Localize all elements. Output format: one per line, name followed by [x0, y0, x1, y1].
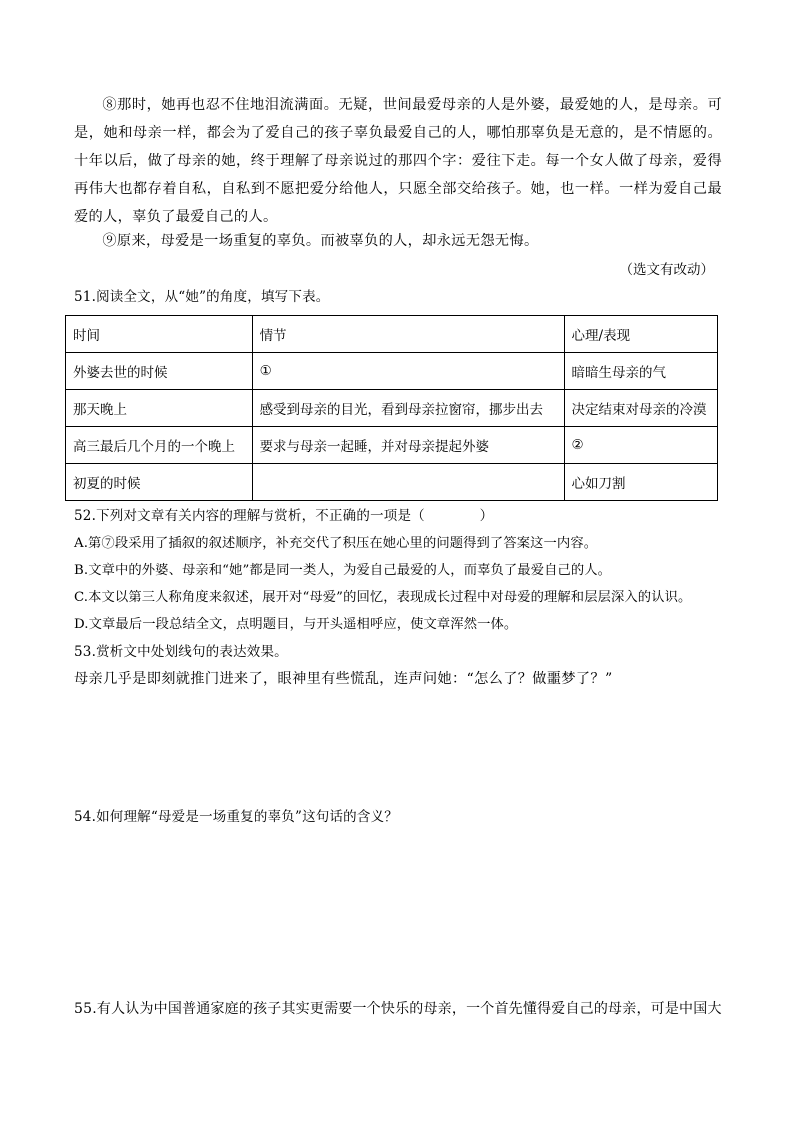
question-52-prompt: 52.下列对文章有关内容的理解与赏析，不正确的一项是（ ） — [74, 508, 494, 524]
table-cell: 高三最后几个月的一个晚上 — [66, 427, 253, 464]
table-cell: 那天晚上 — [66, 390, 253, 427]
question-51-prompt: 51.阅读全文，从“她”的角度，填写下表。 — [74, 289, 330, 305]
table-cell: 心如刀割 — [564, 464, 717, 501]
table-header-cell: 心理/表现 — [564, 316, 717, 353]
table-row — [66, 464, 718, 501]
question-51-table — [65, 315, 718, 501]
table-row — [66, 353, 718, 390]
passage-paragraph-9: ⑨原来，母爱是一场重复的辜负。而被辜负的人，却永远无怨无悔。 — [102, 233, 539, 249]
passage-paragraph-8: ⑧那时，她再也忍不住地泪流满面。无疑，世间最爱母亲的人是外婆，最爱她的人，是母亲。可是，她和母亲一样，都会为了爱自己的孩子辜负最爱自己的人，哪怕那辜负是无意的，是不情愿的。十年以后，做了母亲的她，终于理解了母亲说过的那四个字：爱往下走。每一个女人做了母亲，爱得再伟大也都存着自私，自私到不愿把爱分给他人，只愿全部交给孩子。她，也一样。一样为爱自己最爱的人，辜负了最爱自己的人。 — [74, 97, 722, 225]
table-cell: 初夏的时候 — [66, 464, 253, 501]
question-55-prompt: 55.有人认为中国普通家庭的孩子其实更需要一个快乐的母亲，一个首先懂得爱自己的母亲，可是中国大 — [74, 1001, 722, 1017]
answer-blank-cell[interactable]: ① — [252, 353, 564, 390]
option-a[interactable]: A.第⑦段采用了插叙的叙述顺序，补充交代了积压在她心里的问题得到了答案这一内容。 — [74, 536, 598, 551]
option-b[interactable]: B.文章中的外婆、母亲和“她”都是同一类人，为爱自己最爱的人，而辜负了最爱自己的人。 — [74, 563, 612, 578]
question-54-prompt: 54.如何理解“母爱是一场重复的辜负”这句话的含义？ — [74, 809, 398, 825]
answer-blank-cell[interactable]: ② — [564, 427, 717, 464]
table-header-row — [66, 316, 718, 353]
table-cell: 暗暗生母亲的气 — [564, 353, 717, 390]
table-row — [66, 427, 718, 464]
table-cell: 外婆去世的时候 — [66, 353, 253, 390]
table-row — [66, 390, 718, 427]
table-cell: 感受到母亲的目光，看到母亲拉窗帘，挪步出去 — [252, 390, 564, 427]
table-header-cell: 情节 — [252, 316, 564, 353]
table-cell: 要求与母亲一起睡，并对母亲提起外婆 — [252, 427, 564, 464]
empty-cell — [252, 464, 564, 501]
source-note: （选文有改动） — [619, 262, 714, 278]
option-c[interactable]: C.本文以第三人称角度来叙述，展开对“母爱”的回忆，表现成长过程中对母爱的理解和层层深入的认识。 — [74, 590, 692, 605]
question-53-sentence: 母亲几乎是即刻就推门进来了，眼神里有些慌乱，连声问她：“怎么了？做噩梦了？” — [74, 671, 613, 687]
question-53-prompt: 53.赏析文中处划线句的表达效果。 — [74, 644, 288, 660]
table-header-cell: 时间 — [66, 316, 253, 353]
option-d[interactable]: D.文章最后一段总结全文，点明题目，与开头遥相呼应，使文章浑然一体。 — [74, 617, 518, 632]
table-cell: 决定结束对母亲的冷漠 — [564, 390, 717, 427]
